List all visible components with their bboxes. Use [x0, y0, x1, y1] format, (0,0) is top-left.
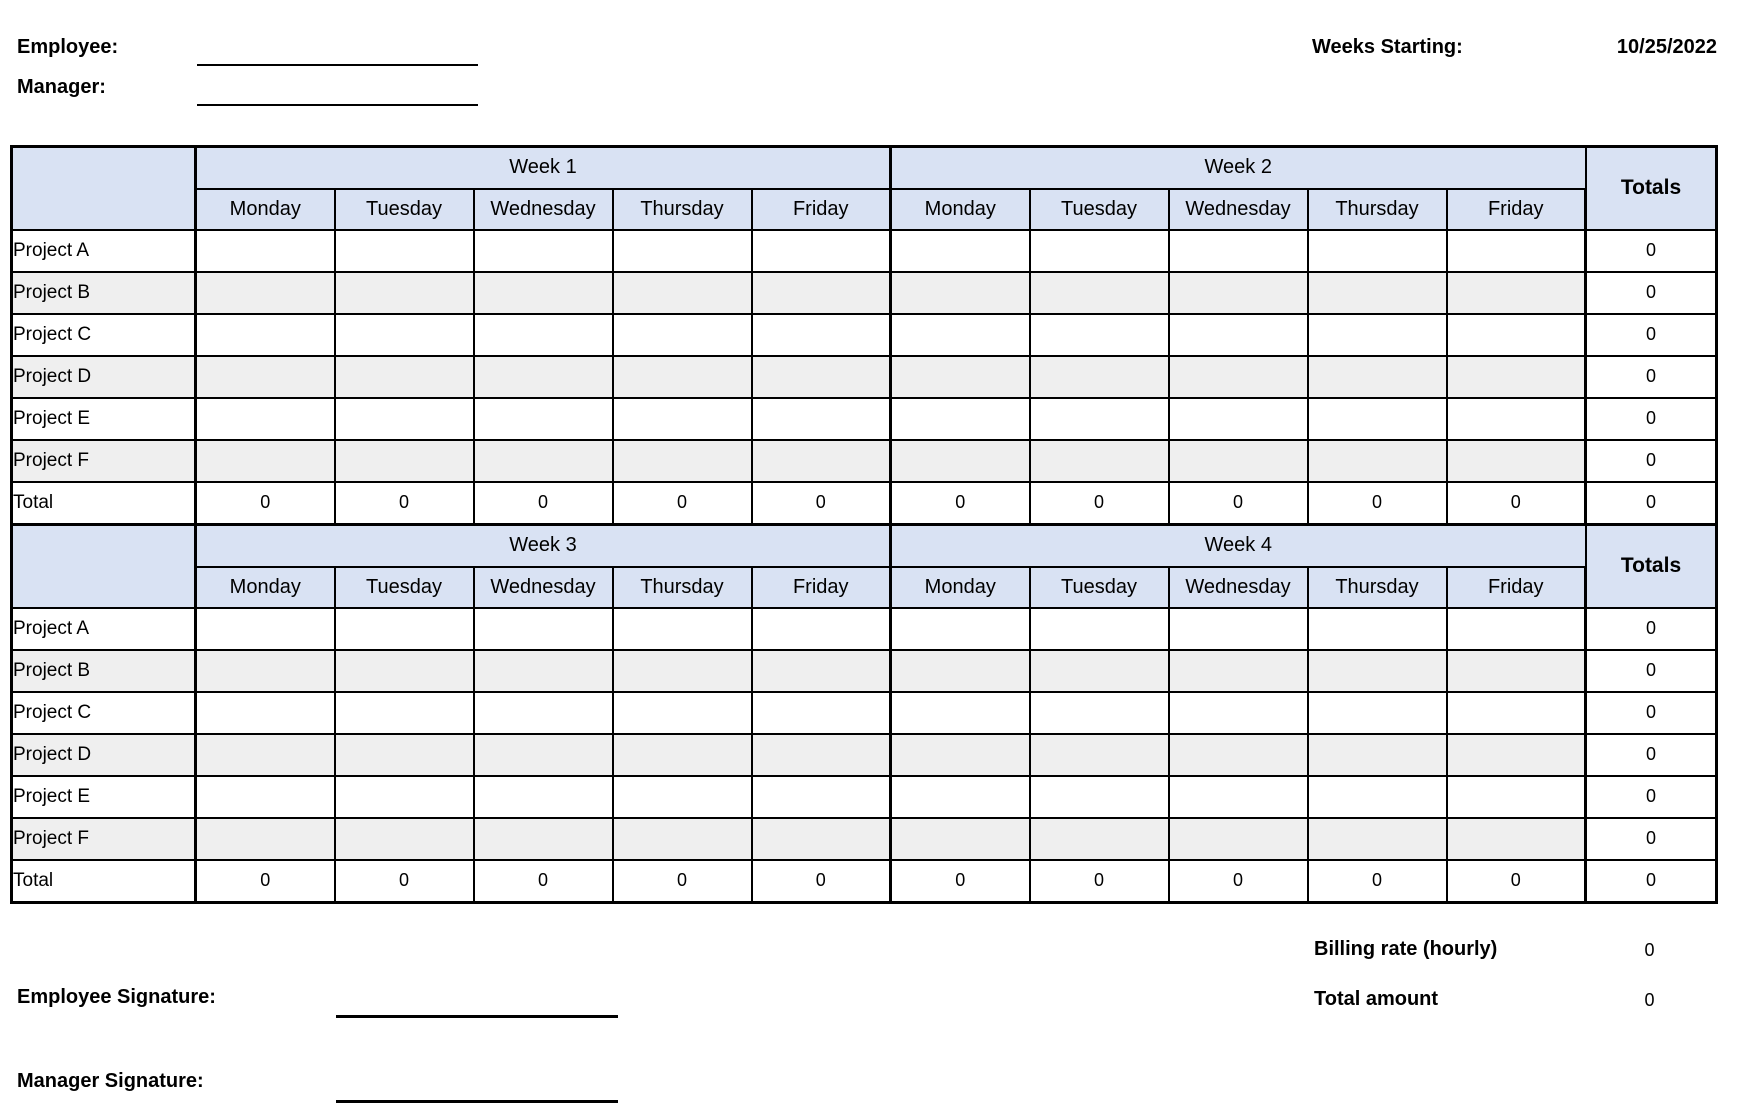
- day-total-cell: 0: [196, 482, 335, 525]
- hours-cell[interactable]: [1169, 608, 1308, 650]
- hours-cell[interactable]: [613, 608, 752, 650]
- hours-cell[interactable]: [1169, 818, 1308, 860]
- total-row-label: Total: [12, 860, 196, 903]
- hours-cell[interactable]: [1447, 272, 1586, 314]
- day-header: Tuesday: [1030, 567, 1169, 608]
- hours-cell[interactable]: [1308, 776, 1447, 818]
- hours-cell[interactable]: [1447, 818, 1586, 860]
- hours-cell[interactable]: [891, 440, 1030, 482]
- hours-cell[interactable]: [613, 398, 752, 440]
- day-header: Thursday: [613, 567, 752, 608]
- hours-cell[interactable]: [196, 398, 335, 440]
- row-total-cell: 0: [1586, 608, 1717, 650]
- timesheet-table: [10, 145, 1718, 904]
- row-total-cell: 0: [1586, 356, 1717, 398]
- project-label: Project A: [12, 608, 196, 650]
- hours-cell[interactable]: [1308, 692, 1447, 734]
- hours-cell[interactable]: [752, 776, 891, 818]
- day-header: Wednesday: [1169, 189, 1308, 230]
- hours-cell[interactable]: [752, 398, 891, 440]
- hours-cell[interactable]: [1169, 776, 1308, 818]
- hours-cell[interactable]: [891, 734, 1030, 776]
- hours-cell[interactable]: [613, 440, 752, 482]
- manager-name-line[interactable]: [197, 104, 478, 106]
- employee-name-line[interactable]: [197, 64, 478, 66]
- week-header: Week 4: [891, 525, 1586, 567]
- hours-cell[interactable]: [474, 230, 613, 272]
- hours-cell[interactable]: [752, 230, 891, 272]
- hours-cell[interactable]: [1030, 230, 1169, 272]
- day-total-cell: 0: [891, 482, 1030, 525]
- hours-cell[interactable]: [891, 692, 1030, 734]
- hours-cell[interactable]: [1169, 314, 1308, 356]
- day-total-cell: 0: [335, 482, 474, 525]
- hours-cell[interactable]: [891, 776, 1030, 818]
- corner-cell: [12, 525, 196, 608]
- hours-cell[interactable]: [752, 650, 891, 692]
- corner-cell: [12, 147, 196, 230]
- hours-cell[interactable]: [196, 356, 335, 398]
- hours-cell[interactable]: [1447, 356, 1586, 398]
- hours-cell[interactable]: [1030, 314, 1169, 356]
- row-total-cell: 0: [1586, 230, 1717, 272]
- hours-cell[interactable]: [613, 692, 752, 734]
- hours-cell[interactable]: [891, 608, 1030, 650]
- grand-total-cell: 0: [1586, 860, 1717, 903]
- project-label: Project D: [12, 356, 196, 398]
- hours-cell[interactable]: [474, 608, 613, 650]
- hours-cell[interactable]: [891, 230, 1030, 272]
- hours-cell[interactable]: [1308, 734, 1447, 776]
- project-label: Project C: [12, 314, 196, 356]
- hours-cell[interactable]: [474, 440, 613, 482]
- hours-cell[interactable]: [1030, 776, 1169, 818]
- hours-cell[interactable]: [613, 230, 752, 272]
- hours-cell[interactable]: [474, 314, 613, 356]
- hours-cell[interactable]: [196, 818, 335, 860]
- day-total-cell: 0: [752, 482, 891, 525]
- day-total-cell: 0: [1447, 860, 1586, 903]
- hours-cell[interactable]: [196, 776, 335, 818]
- hours-cell[interactable]: [1169, 650, 1308, 692]
- hours-cell[interactable]: [752, 272, 891, 314]
- day-header: Wednesday: [474, 567, 613, 608]
- row-total-cell: 0: [1586, 776, 1717, 818]
- hours-cell[interactable]: [1169, 398, 1308, 440]
- hours-cell[interactable]: [613, 734, 752, 776]
- day-header: Monday: [891, 567, 1030, 608]
- hours-cell[interactable]: [1030, 650, 1169, 692]
- hours-cell[interactable]: [752, 818, 891, 860]
- day-total-cell: 0: [474, 482, 613, 525]
- hours-cell[interactable]: [1030, 356, 1169, 398]
- timesheet-table-body: [12, 147, 1717, 903]
- day-header: Wednesday: [474, 189, 613, 230]
- day-header: Monday: [196, 567, 335, 608]
- day-total-cell: 0: [891, 860, 1030, 903]
- hours-cell[interactable]: [474, 818, 613, 860]
- row-total-cell: 0: [1586, 272, 1717, 314]
- hours-cell[interactable]: [613, 650, 752, 692]
- hours-cell[interactable]: [474, 398, 613, 440]
- hours-cell[interactable]: [196, 440, 335, 482]
- hours-cell[interactable]: [752, 356, 891, 398]
- hours-cell[interactable]: [613, 272, 752, 314]
- day-total-cell: 0: [1447, 482, 1586, 525]
- hours-cell[interactable]: [196, 650, 335, 692]
- hours-cell[interactable]: [1030, 692, 1169, 734]
- project-label: Project F: [12, 818, 196, 860]
- hours-cell[interactable]: [1169, 356, 1308, 398]
- hours-cell[interactable]: [1308, 314, 1447, 356]
- hours-cell[interactable]: [474, 272, 613, 314]
- hours-cell[interactable]: [474, 776, 613, 818]
- day-header: Thursday: [1308, 189, 1447, 230]
- hours-cell[interactable]: [1308, 356, 1447, 398]
- hours-cell[interactable]: [613, 776, 752, 818]
- hours-cell[interactable]: [196, 608, 335, 650]
- hours-cell[interactable]: [1447, 398, 1586, 440]
- row-total-cell: 0: [1586, 692, 1717, 734]
- day-header: Friday: [1447, 567, 1586, 608]
- hours-cell[interactable]: [196, 692, 335, 734]
- hours-cell[interactable]: [335, 272, 474, 314]
- hours-cell[interactable]: [196, 230, 335, 272]
- hours-cell[interactable]: [335, 734, 474, 776]
- total-amount-value: 0: [1644, 990, 1655, 1010]
- hours-cell[interactable]: [1447, 734, 1586, 776]
- row-total-cell: 0: [1586, 734, 1717, 776]
- day-header: Monday: [196, 189, 335, 230]
- hours-cell[interactable]: [1447, 608, 1586, 650]
- hours-cell[interactable]: [1308, 440, 1447, 482]
- hours-cell[interactable]: [752, 608, 891, 650]
- day-total-cell: 0: [1169, 482, 1308, 525]
- row-total-cell: 0: [1586, 818, 1717, 860]
- row-total-cell: 0: [1586, 650, 1717, 692]
- hours-cell[interactable]: [1447, 692, 1586, 734]
- hours-cell[interactable]: [613, 818, 752, 860]
- weeks-starting-value[interactable]: 10/25/2022: [1616, 36, 1717, 58]
- hours-cell[interactable]: [1308, 650, 1447, 692]
- day-header: Thursday: [1308, 567, 1447, 608]
- manager-signature-line[interactable]: [336, 1100, 618, 1103]
- project-label: Project D: [12, 734, 196, 776]
- hours-cell[interactable]: [1447, 776, 1586, 818]
- hours-cell[interactable]: [1308, 230, 1447, 272]
- week-header: Week 1: [196, 147, 891, 189]
- day-header: Friday: [752, 189, 891, 230]
- project-label: Project B: [12, 650, 196, 692]
- project-label: Project E: [12, 398, 196, 440]
- hours-cell[interactable]: [891, 356, 1030, 398]
- day-header: Wednesday: [1169, 567, 1308, 608]
- employee-signature-label: Employee Signature:: [17, 986, 216, 1008]
- hours-cell[interactable]: [1030, 272, 1169, 314]
- day-header: Monday: [891, 189, 1030, 230]
- day-header: Tuesday: [335, 567, 474, 608]
- row-total-cell: 0: [1586, 440, 1717, 482]
- hours-cell[interactable]: [1447, 230, 1586, 272]
- hours-cell[interactable]: [335, 692, 474, 734]
- day-total-cell: 0: [335, 860, 474, 903]
- project-label: Project C: [12, 692, 196, 734]
- hours-cell[interactable]: [474, 650, 613, 692]
- day-total-cell: 0: [196, 860, 335, 903]
- day-total-cell: 0: [613, 860, 752, 903]
- day-total-cell: 0: [1030, 482, 1169, 525]
- hours-cell[interactable]: [196, 734, 335, 776]
- hours-cell[interactable]: [891, 818, 1030, 860]
- total-row-label: Total: [12, 482, 196, 525]
- hours-cell[interactable]: [891, 314, 1030, 356]
- week-header: Week 2: [891, 147, 1586, 189]
- hours-cell[interactable]: [335, 440, 474, 482]
- hours-cell[interactable]: [752, 734, 891, 776]
- day-header: Tuesday: [335, 189, 474, 230]
- day-header: Friday: [752, 567, 891, 608]
- grand-total-cell: 0: [1586, 482, 1717, 525]
- hours-cell[interactable]: [1030, 608, 1169, 650]
- employee-signature-line[interactable]: [336, 1015, 618, 1018]
- hours-cell[interactable]: [891, 398, 1030, 440]
- day-total-cell: 0: [474, 860, 613, 903]
- project-label: Project B: [12, 272, 196, 314]
- hours-cell[interactable]: [196, 272, 335, 314]
- hours-cell[interactable]: [1308, 398, 1447, 440]
- hours-cell[interactable]: [1169, 440, 1308, 482]
- day-header: Friday: [1447, 189, 1586, 230]
- manager-label: Manager:: [17, 76, 106, 98]
- weeks-starting-label: Weeks Starting:: [1312, 36, 1463, 58]
- hours-cell[interactable]: [335, 230, 474, 272]
- hours-cell[interactable]: [613, 356, 752, 398]
- hours-cell[interactable]: [1447, 650, 1586, 692]
- hours-cell[interactable]: [1447, 440, 1586, 482]
- project-label: Project F: [12, 440, 196, 482]
- hours-cell[interactable]: [335, 650, 474, 692]
- hours-cell[interactable]: [335, 356, 474, 398]
- hours-cell[interactable]: [1308, 818, 1447, 860]
- day-total-cell: 0: [613, 482, 752, 525]
- billing-rate-label: Billing rate (hourly): [1314, 938, 1498, 960]
- hours-cell[interactable]: [1169, 272, 1308, 314]
- day-total-cell: 0: [752, 860, 891, 903]
- hours-cell[interactable]: [752, 440, 891, 482]
- day-total-cell: 0: [1308, 860, 1447, 903]
- project-label: Project A: [12, 230, 196, 272]
- hours-cell[interactable]: [891, 272, 1030, 314]
- totals-header: Totals: [1586, 525, 1717, 608]
- day-total-cell: 0: [1169, 860, 1308, 903]
- employee-label: Employee:: [17, 36, 119, 58]
- hours-cell[interactable]: [1447, 314, 1586, 356]
- hours-cell[interactable]: [1169, 734, 1308, 776]
- billing-rate-value[interactable]: 0: [1644, 940, 1655, 960]
- hours-cell[interactable]: [1169, 692, 1308, 734]
- hours-cell[interactable]: [196, 314, 335, 356]
- hours-cell[interactable]: [335, 398, 474, 440]
- hours-cell[interactable]: [1030, 398, 1169, 440]
- hours-cell[interactable]: [1308, 608, 1447, 650]
- hours-cell[interactable]: [474, 734, 613, 776]
- hours-cell[interactable]: [335, 314, 474, 356]
- hours-cell[interactable]: [1030, 734, 1169, 776]
- hours-cell[interactable]: [752, 314, 891, 356]
- hours-cell[interactable]: [1030, 440, 1169, 482]
- day-total-cell: 0: [1308, 482, 1447, 525]
- totals-header: Totals: [1586, 147, 1717, 230]
- hours-cell[interactable]: [613, 314, 752, 356]
- hours-cell[interactable]: [1030, 818, 1169, 860]
- hours-cell[interactable]: [891, 650, 1030, 692]
- hours-cell[interactable]: [335, 818, 474, 860]
- day-header: Thursday: [613, 189, 752, 230]
- hours-cell[interactable]: [335, 776, 474, 818]
- hours-cell[interactable]: [474, 692, 613, 734]
- project-label: Project E: [12, 776, 196, 818]
- hours-cell[interactable]: [752, 692, 891, 734]
- total-amount-label: Total amount: [1314, 988, 1439, 1010]
- row-total-cell: 0: [1586, 314, 1717, 356]
- day-header: Tuesday: [1030, 189, 1169, 230]
- manager-signature-label: Manager Signature:: [17, 1070, 204, 1092]
- week-header: Week 3: [196, 525, 891, 567]
- hours-cell[interactable]: [1308, 272, 1447, 314]
- hours-cell[interactable]: [474, 356, 613, 398]
- row-total-cell: 0: [1586, 398, 1717, 440]
- hours-cell[interactable]: [1169, 230, 1308, 272]
- day-total-cell: 0: [1030, 860, 1169, 903]
- hours-cell[interactable]: [335, 608, 474, 650]
